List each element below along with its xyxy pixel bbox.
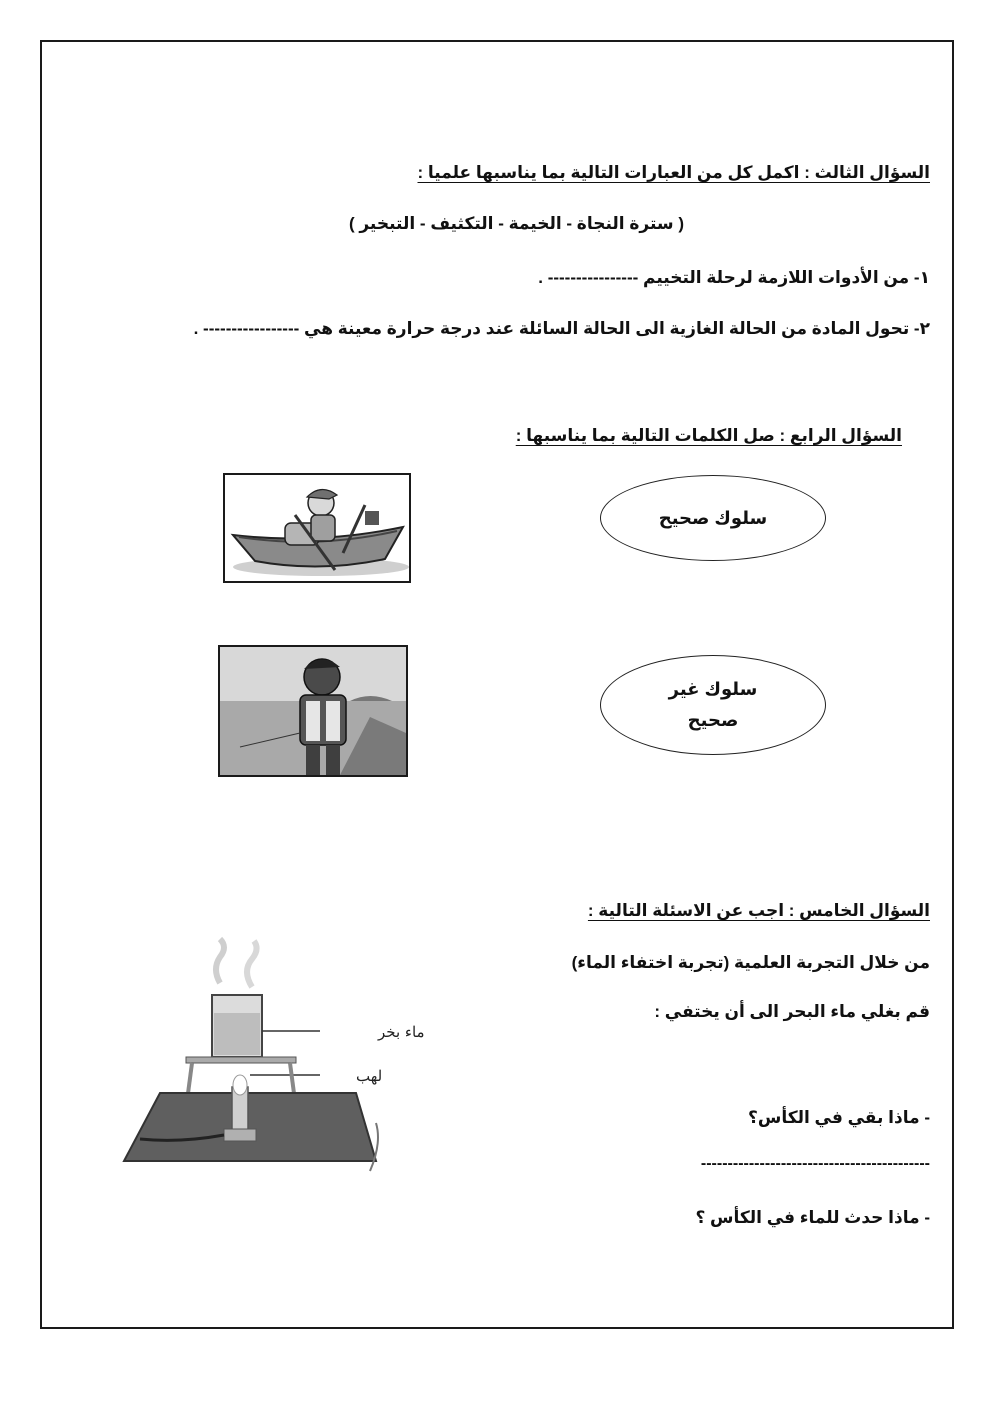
q4-heading: السؤال الرابع : صل الكلمات التالية بما يناسبها :: [515, 426, 902, 445]
oval-incorrect-line1: سلوك غير: [668, 679, 758, 700]
oval-incorrect-label: [669, 674, 758, 735]
boat-illustration: [225, 475, 409, 581]
q5-answer-line: -------------------------------------------: [700, 1155, 930, 1172]
boiling-experiment-figure: [120, 943, 425, 1177]
oval-correct-behavior[interactable]: [600, 475, 826, 561]
q5-heading: السؤال الخامس : اجب عن الاسئلة التالية :: [587, 901, 930, 920]
oval-incorrect-behavior[interactable]: [600, 655, 826, 755]
boat-child-image[interactable]: [223, 473, 411, 583]
life-jacket-illustration: [220, 647, 406, 775]
q5-intro: من خلال التجربة العلمية (تجربة اختفاء الماء): [571, 953, 930, 972]
life-jacket-boy-image[interactable]: [218, 645, 408, 777]
label-flame: لهب: [356, 1067, 383, 1085]
q3-item-2: ٢- تحول المادة من الحالة الغازية الى الحالة السائلة عند درجة حرارة معينة هي ----------------- .: [193, 319, 930, 338]
oval-incorrect-line2: صحيح: [687, 710, 739, 730]
q5-question-1: - ماذا بقي في الكأس؟: [748, 1108, 930, 1127]
q5-question-2: - ماذا حدث للماء في الكأس ؟: [695, 1208, 930, 1227]
boiling-apparatus-illustration: [120, 943, 425, 1177]
q5-instruction: قم بغلي ماء البحر الى أن يختفي :: [654, 1002, 930, 1021]
q3-item-1: ١- من الأدوات اللازمة لرحلة التخييم ---------------- .: [538, 268, 930, 287]
q3-heading: السؤال الثالث : اكمل كل من العبارات التالية بما يناسبها علميا :: [417, 163, 930, 182]
label-water-vapor: ماء بخر: [378, 1023, 425, 1041]
q3-word-bank: ( سترة النجاة - الخيمة - التكثيف - التبخير ): [348, 214, 684, 233]
oval-correct-label: سلوك صحيح: [658, 507, 768, 528]
